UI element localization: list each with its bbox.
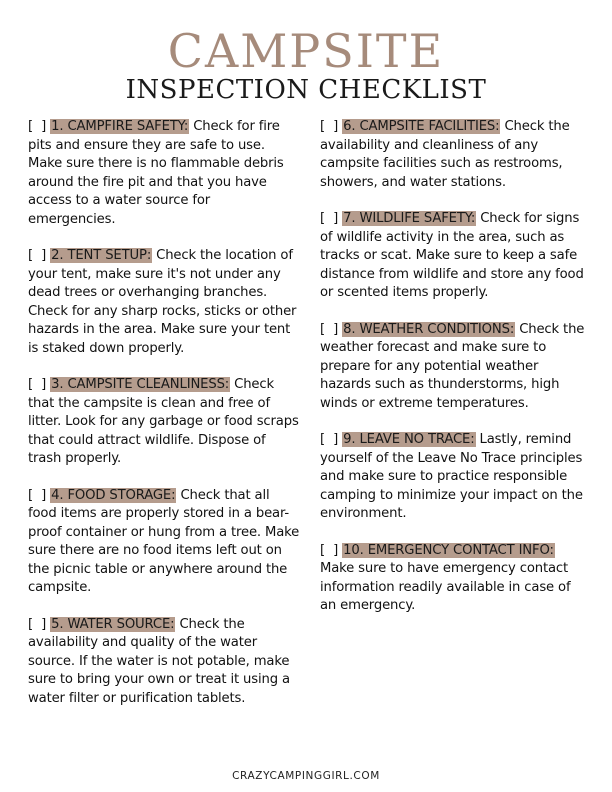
- item-heading: 7. WILDLIFE SAFETY:: [343, 211, 476, 226]
- item-heading: 6. CAMPSITE FACILITIES:: [343, 119, 500, 134]
- checklist-item-8: [320, 321, 590, 414]
- checklist-item-5: [28, 616, 300, 709]
- website-footer: CRAZYCAMPINGGIRL.COM: [232, 770, 380, 782]
- item-heading: 3. CAMPSITE CLEANLINESS:: [51, 377, 230, 392]
- checkbox[interactable]: [ ]: [28, 616, 47, 632]
- item-text: Check the availability and quality of the water source. If the water is not potable, make sure to bring your own or treat it using a water filter or purification tablets.: [28, 616, 290, 706]
- checkbox[interactable]: [ ]: [28, 119, 47, 134]
- item-text: Lastly, remind yourself of the Leave No Trace principles and make sure to practice responsible camping to minimize your impact on the environment.: [320, 432, 583, 521]
- checklist-item-1: [28, 118, 300, 229]
- checklist-item-7: [320, 210, 590, 303]
- item-heading: 10. EMERGENCY CONTACT INFO:: [343, 542, 554, 558]
- item-text: Check the location of your tent, make sure it's not under any dead trees or overhanging branches. Check for any sharp rocks, sticks or other hazards in the area. Make sure your tent is staked down properly.: [28, 248, 297, 356]
- checklist-item-4: [28, 487, 300, 598]
- checkbox[interactable]: [ ]: [28, 248, 47, 263]
- item-text: Check that the campsite is clean and free of litter. Look for any garbage or food scraps that could attract wildlife. Dispose of trash properly.: [28, 377, 299, 466]
- checklist-item-10: [320, 542, 590, 616]
- item-text: Check for fire pits and ensure they are safe to use. Make sure there is no flammable debris around the fire pit and that you have access to a water source for emergencies.: [28, 119, 284, 227]
- checklist-item-2: [28, 247, 300, 358]
- item-heading: 2. TENT SETUP:: [51, 248, 152, 263]
- checklist-left-column: [28, 118, 300, 708]
- item-text: Check that all food items are properly stored in a bear-proof container or hung from a tree. Make sure there are no food items left out on the picnic table or anywhere around the campsite.: [28, 487, 300, 595]
- checklist-right-column: [320, 118, 590, 616]
- checkbox[interactable]: [ ]: [28, 377, 47, 392]
- checkbox[interactable]: [ ]: [28, 487, 47, 503]
- item-text: Check for signs of wildlife activity in the area, such as tracks or scat. Make sure to keep a safe distance from wildlife and store any food or scented items properly.: [320, 211, 584, 300]
- checklist-item-9: [320, 431, 590, 524]
- checkbox[interactable]: [ ]: [320, 321, 339, 337]
- checkbox[interactable]: [ ]: [320, 542, 339, 558]
- checklist-item-3: [28, 376, 300, 469]
- item-heading: 5. WATER SOURCE:: [51, 616, 175, 632]
- page-subtitle: INSPECTION CHECKLIST: [125, 75, 487, 105]
- checklist-item-6: [320, 118, 590, 192]
- checkbox[interactable]: [ ]: [320, 432, 339, 447]
- item-heading: 4. FOOD STORAGE:: [51, 487, 176, 503]
- item-text: Make sure to have emergency contact information readily available in case of an emergency.: [320, 561, 571, 613]
- item-text: Check the availability and cleanliness of any campsite facilities such as restrooms, showers, and water stations.: [320, 119, 570, 190]
- item-heading: 9. LEAVE NO TRACE:: [343, 432, 475, 447]
- item-heading: 1. CAMPFIRE SAFETY:: [51, 119, 189, 134]
- item-heading: 8. WEATHER CONDITIONS:: [343, 321, 515, 337]
- checkbox[interactable]: [ ]: [320, 211, 339, 226]
- item-text: Check the weather forecast and make sure to prepare for any potential weather hazards such as thunderstorms, high winds or extreme temperatures.: [320, 321, 585, 411]
- page-title: CAMPSITE: [167, 24, 445, 78]
- checkbox[interactable]: [ ]: [320, 119, 339, 134]
